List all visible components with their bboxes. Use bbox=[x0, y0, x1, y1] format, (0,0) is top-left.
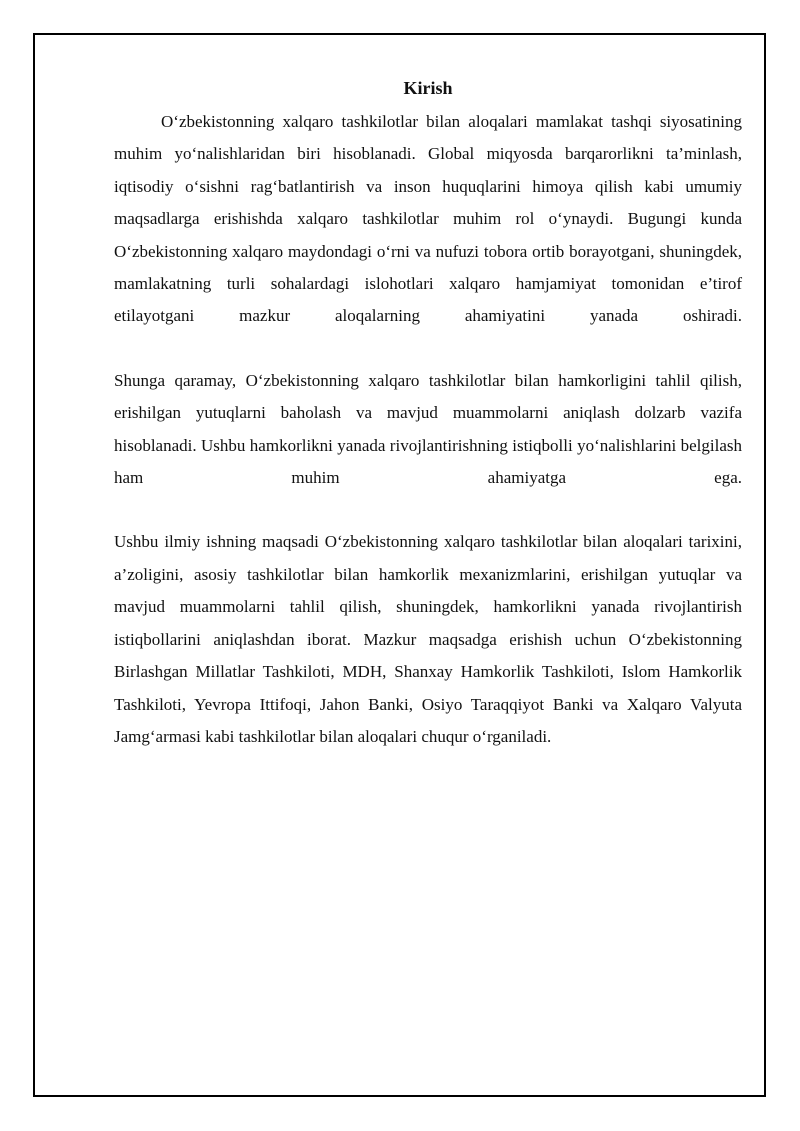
paragraph-analysis: Shunga qaramay, O‘zbekistonning xalqaro tashkilotlar bilan hamkorligini tahlil qilish, erishilgan yutuqlarni baholash va mavjud muammolarni aniqlash dolzarb vazifa hisoblanadi. Ushbu hamkorlikni yanada rivojlantirishning istiqbolli yo‘nalishlarini belgilash ham muhim ahamiyatga ega. bbox=[114, 370, 742, 488]
paragraph-spacer bbox=[114, 333, 742, 365]
paragraph-intro: O‘zbekistonning xalqaro tashkilotlar bilan aloqalari mamlakat tashqi siyosatining muhim yo‘nalishlaridan biri hisoblanadi. Global miqyosda barqarorlikni ta’minlash, iqtisodiy o‘sishni rag‘batlantirish va inson huquqlarini himoya qilish kabi umumiy maqsadlarga erishishda xalqaro tashkilotlar muhim rol o‘ynaydi. Bugungi kunda O‘zbekistonning xalqaro maydondagi o‘rni va nufuzi tobora ortib borayotgani, shuningdek, mamlakatning turli sohalardagi islohotlari xalqaro hamjamiyat tomonidan e’tirof etilayotgani mazkur aloqalarning ahamiyatini yanada oshiradi. bbox=[114, 112, 742, 326]
section-title: Kirish bbox=[403, 78, 453, 98]
paragraph-spacer bbox=[114, 494, 742, 526]
document-body bbox=[114, 76, 742, 753]
paragraph-purpose: Ushbu ilmiy ishning maqsadi O‘zbekistonning xalqaro tashkilotlar bilan aloqalari tarixini, a’zoligini, asosiy tashkilotlar bilan hamkorlik mexanizmlarini, erishilgan yutuqlar va mavjud muammolarni tahlil qilish, shuningdek, hamkorlikni yanada rivojlantirish istiqbollarini aniqlashdan iborat. Mazkur maqsadga erishish uchun O‘zbekistonning Birlashgan Millatlar Tashkiloti, MDH, Shanxay Hamkorlik Tashkiloti, Islom Hamkorlik Tashkiloti, Yevropa Ittifoqi, Jahon Banki, Osiyo Taraqqiyot Banki va Xalqaro Valyuta Jamg‘armasi kabi tashkilotlar bilan aloqalari chuqur o‘rganiladi. bbox=[114, 532, 742, 746]
